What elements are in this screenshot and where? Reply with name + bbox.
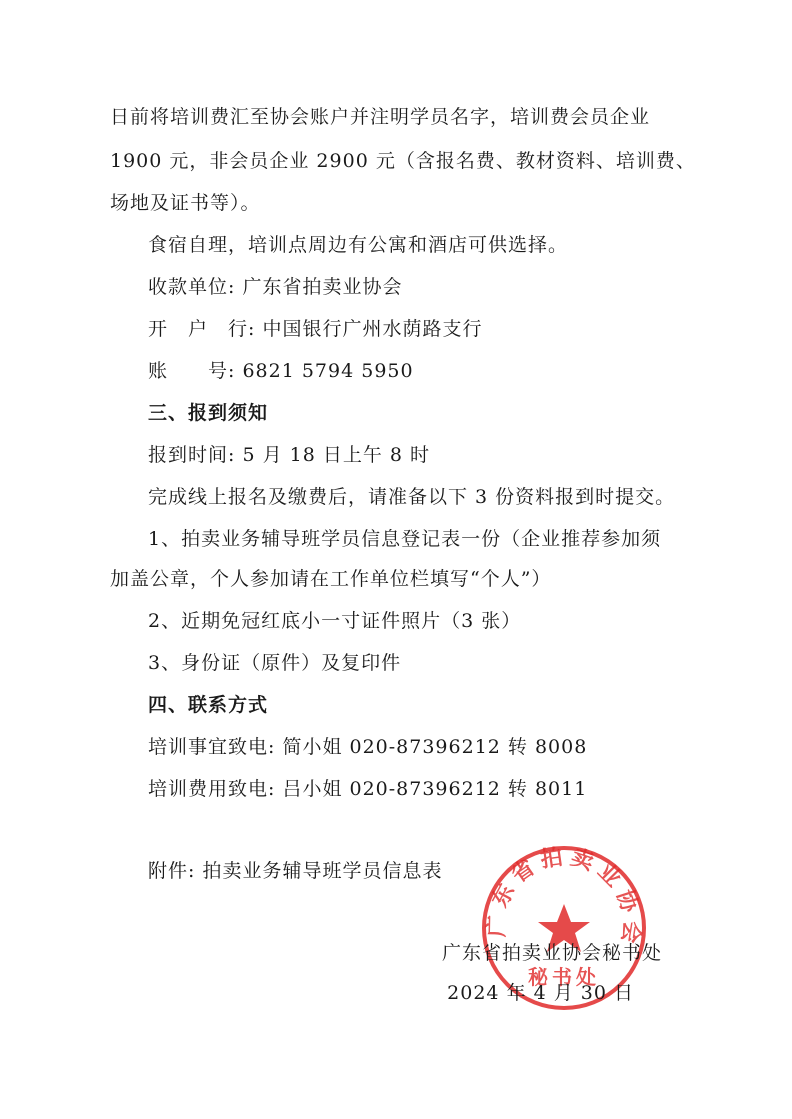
checkin-item-1-line-2: 加盖公章，个人参加请在工作单位栏填写“个人”） bbox=[110, 568, 552, 590]
attachment-line: 附件: 拍卖业务辅导班学员信息表 bbox=[148, 860, 443, 882]
checkin-item-3: 3、身份证（原件）及复印件 bbox=[148, 652, 402, 674]
account-line: 账 号: 6821 5794 5950 bbox=[148, 360, 414, 382]
checkin-item-1-line-1: 1、拍卖业务辅导班学员信息登记表一份（企业推荐参加须 bbox=[148, 528, 662, 550]
signature-org: 广东省拍卖业协会秘书处 bbox=[441, 942, 662, 964]
section-3-heading: 三、报到须知 bbox=[148, 402, 269, 424]
checkin-time: 报到时间: 5 月 18 日上午 8 时 bbox=[148, 444, 430, 466]
signature-date: 2024 年 4 月 30 日 bbox=[447, 982, 634, 1004]
seal-arc-text: 广东省拍卖业协会 bbox=[483, 843, 646, 951]
fee-paragraph-line-3: 场地及证书等）。 bbox=[110, 192, 261, 214]
fee-paragraph-line-2: 1900 元，非会员企业 2900 元（含报名费、教材资料、培训费、 bbox=[110, 150, 696, 172]
lodging-paragraph: 食宿自理，培训点周边有公寓和酒店可供选择。 bbox=[148, 234, 569, 256]
fee-paragraph-line-1: 日前将培训费汇至协会账户并注明学员名字，培训费会员企业 bbox=[110, 106, 651, 128]
checkin-item-2: 2、近期免冠红底小一寸证件照片（3 张） bbox=[148, 610, 522, 632]
contact-line-1: 培训事宜致电: 简小姐 020-87396212 转 8008 bbox=[148, 736, 588, 758]
contact-line-2: 培训费用致电: 吕小姐 020-87396212 转 8011 bbox=[148, 778, 588, 800]
checkin-intro: 完成线上报名及缴费后，请准备以下 3 份资料报到时提交。 bbox=[148, 486, 676, 508]
seal-subtext: 秘书处 bbox=[528, 965, 600, 989]
payee-line: 收款单位: 广东省拍卖业协会 bbox=[148, 276, 403, 298]
bank-line: 开 户 行: 中国银行广州水荫路支行 bbox=[148, 318, 483, 340]
section-4-heading: 四、联系方式 bbox=[148, 694, 269, 716]
